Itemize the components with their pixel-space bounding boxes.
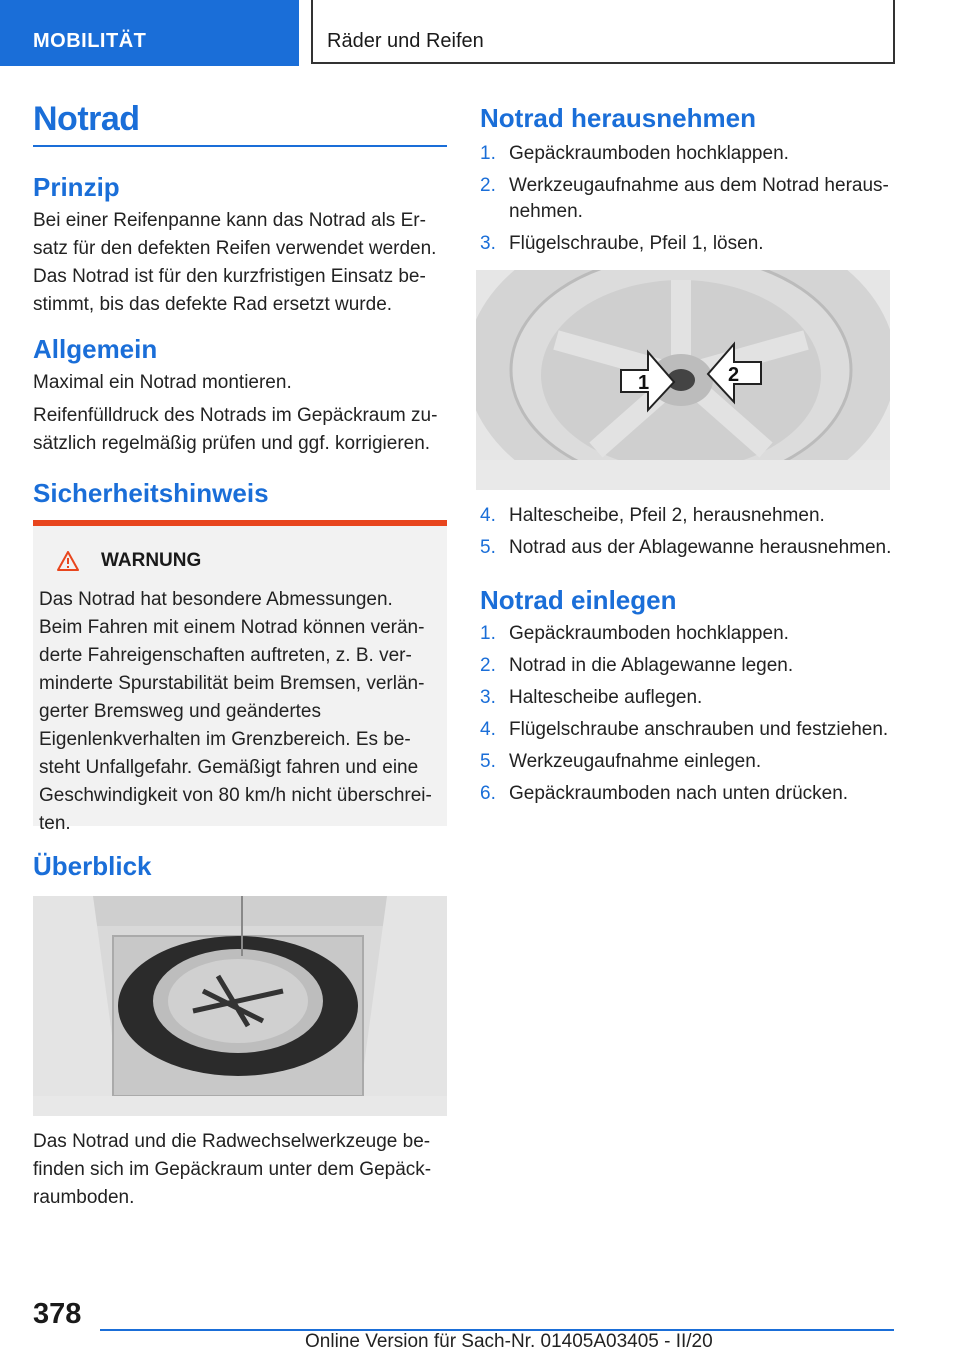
section-tab[interactable]	[0, 0, 299, 66]
page-title: Notrad	[33, 100, 140, 138]
ueberblick-caption: Das Notrad und die Radwechselwerkzeuge be‐finden sich im Gepäckraum unter dem Gepäck‐raumboden.	[33, 1131, 432, 1208]
wheel-detail-image	[476, 270, 890, 490]
footer-version-text: Online Version für Sach-Nr. 01405A03405 - II/20	[305, 1331, 713, 1352]
list-item: 1. Gepäckraumboden hochklappen.	[480, 623, 789, 644]
list-item: 1. Gepäckraumboden hochklappen.	[480, 143, 789, 164]
list-item: 4. Haltescheibe, Pfeil 2, herausnehmen.	[480, 505, 825, 526]
herausnehmen-steps-a	[480, 141, 892, 263]
herausnehmen-steps-b	[480, 503, 892, 567]
list-item: 5. Werkzeugaufnahme einlegen.	[480, 751, 762, 772]
list-item: 5. Notrad aus der Ablagewanne herausnehmen.	[480, 537, 892, 558]
heading-sicherheitshinweis: Sicherheitshinweis	[33, 478, 269, 508]
arrow-label-1: 1	[638, 372, 650, 394]
heading-einlegen: Notrad einlegen	[480, 585, 677, 615]
trunk-overview-image	[33, 896, 447, 1116]
title-divider	[33, 145, 447, 147]
heading-ueberblick: Überblick	[33, 851, 152, 881]
chapter-label: Räder und Reifen	[327, 30, 484, 52]
arrow-label-2: 2	[728, 364, 740, 386]
list-item: 2. Notrad in die Ablagewanne legen.	[480, 655, 794, 676]
list-item: 3. Flügelschraube, Pfeil 1, lösen.	[480, 233, 764, 254]
list-item: 6. Gepäckraumboden nach unten drücken.	[480, 783, 849, 804]
list-item: 2. Werkzeugaufnahme aus dem Notrad heraus‐nehmen.	[480, 175, 889, 222]
warning-triangle-icon	[57, 551, 79, 571]
einlegen-steps	[480, 621, 892, 813]
heading-prinzip: Prinzip	[33, 172, 120, 202]
warning-box	[33, 526, 447, 834]
list-item: 3. Haltescheibe auflegen.	[480, 687, 703, 708]
allgemein-text-1: Maximal ein Notrad montieren.	[33, 372, 292, 393]
section-label: MOBILITÄT	[33, 30, 147, 52]
heading-herausnehmen: Notrad herausnehmen	[480, 103, 756, 133]
prinzip-text: Bei einer Reifenpanne kann das Notrad als Er‐satz für den defekten Reifen verwendet werden. Das Notrad ist für den kurzfristigen Einsatz be‐stimmt, bis das defekte Rad ersetzt wurde.	[33, 210, 437, 315]
chapter-header	[311, 0, 895, 64]
heading-allgemein: Allgemein	[33, 334, 158, 364]
warning-label: WARNUNG	[101, 550, 202, 571]
warning-text: Das Notrad hat besondere Abmessungen. Beim Fahren mit einem Notrad können verän‐derte Fahreigenschaften auftreten, z. B. ver‐minderte Spurstabilität beim Bremsen, verlän‐gerter Bremsweg und geändertes Eigenlenkverhalten im Grenzbereich. Es be‐steht Unfallgefahr. Gemäßigt fahren und eine Geschwindigkeit von 80 km/h nicht überschrei‐ten.	[39, 589, 432, 834]
list-item: 4. Flügelschraube anschrauben und festziehen.	[480, 719, 889, 740]
page-number: 378	[33, 1298, 82, 1330]
warning-header	[39, 546, 439, 576]
allgemein-text-2: Reifenfülldruck des Notrads im Gepäckraum zu‐sätzlich regelmäßig prüfen und ggf. korrigieren.	[33, 405, 438, 454]
